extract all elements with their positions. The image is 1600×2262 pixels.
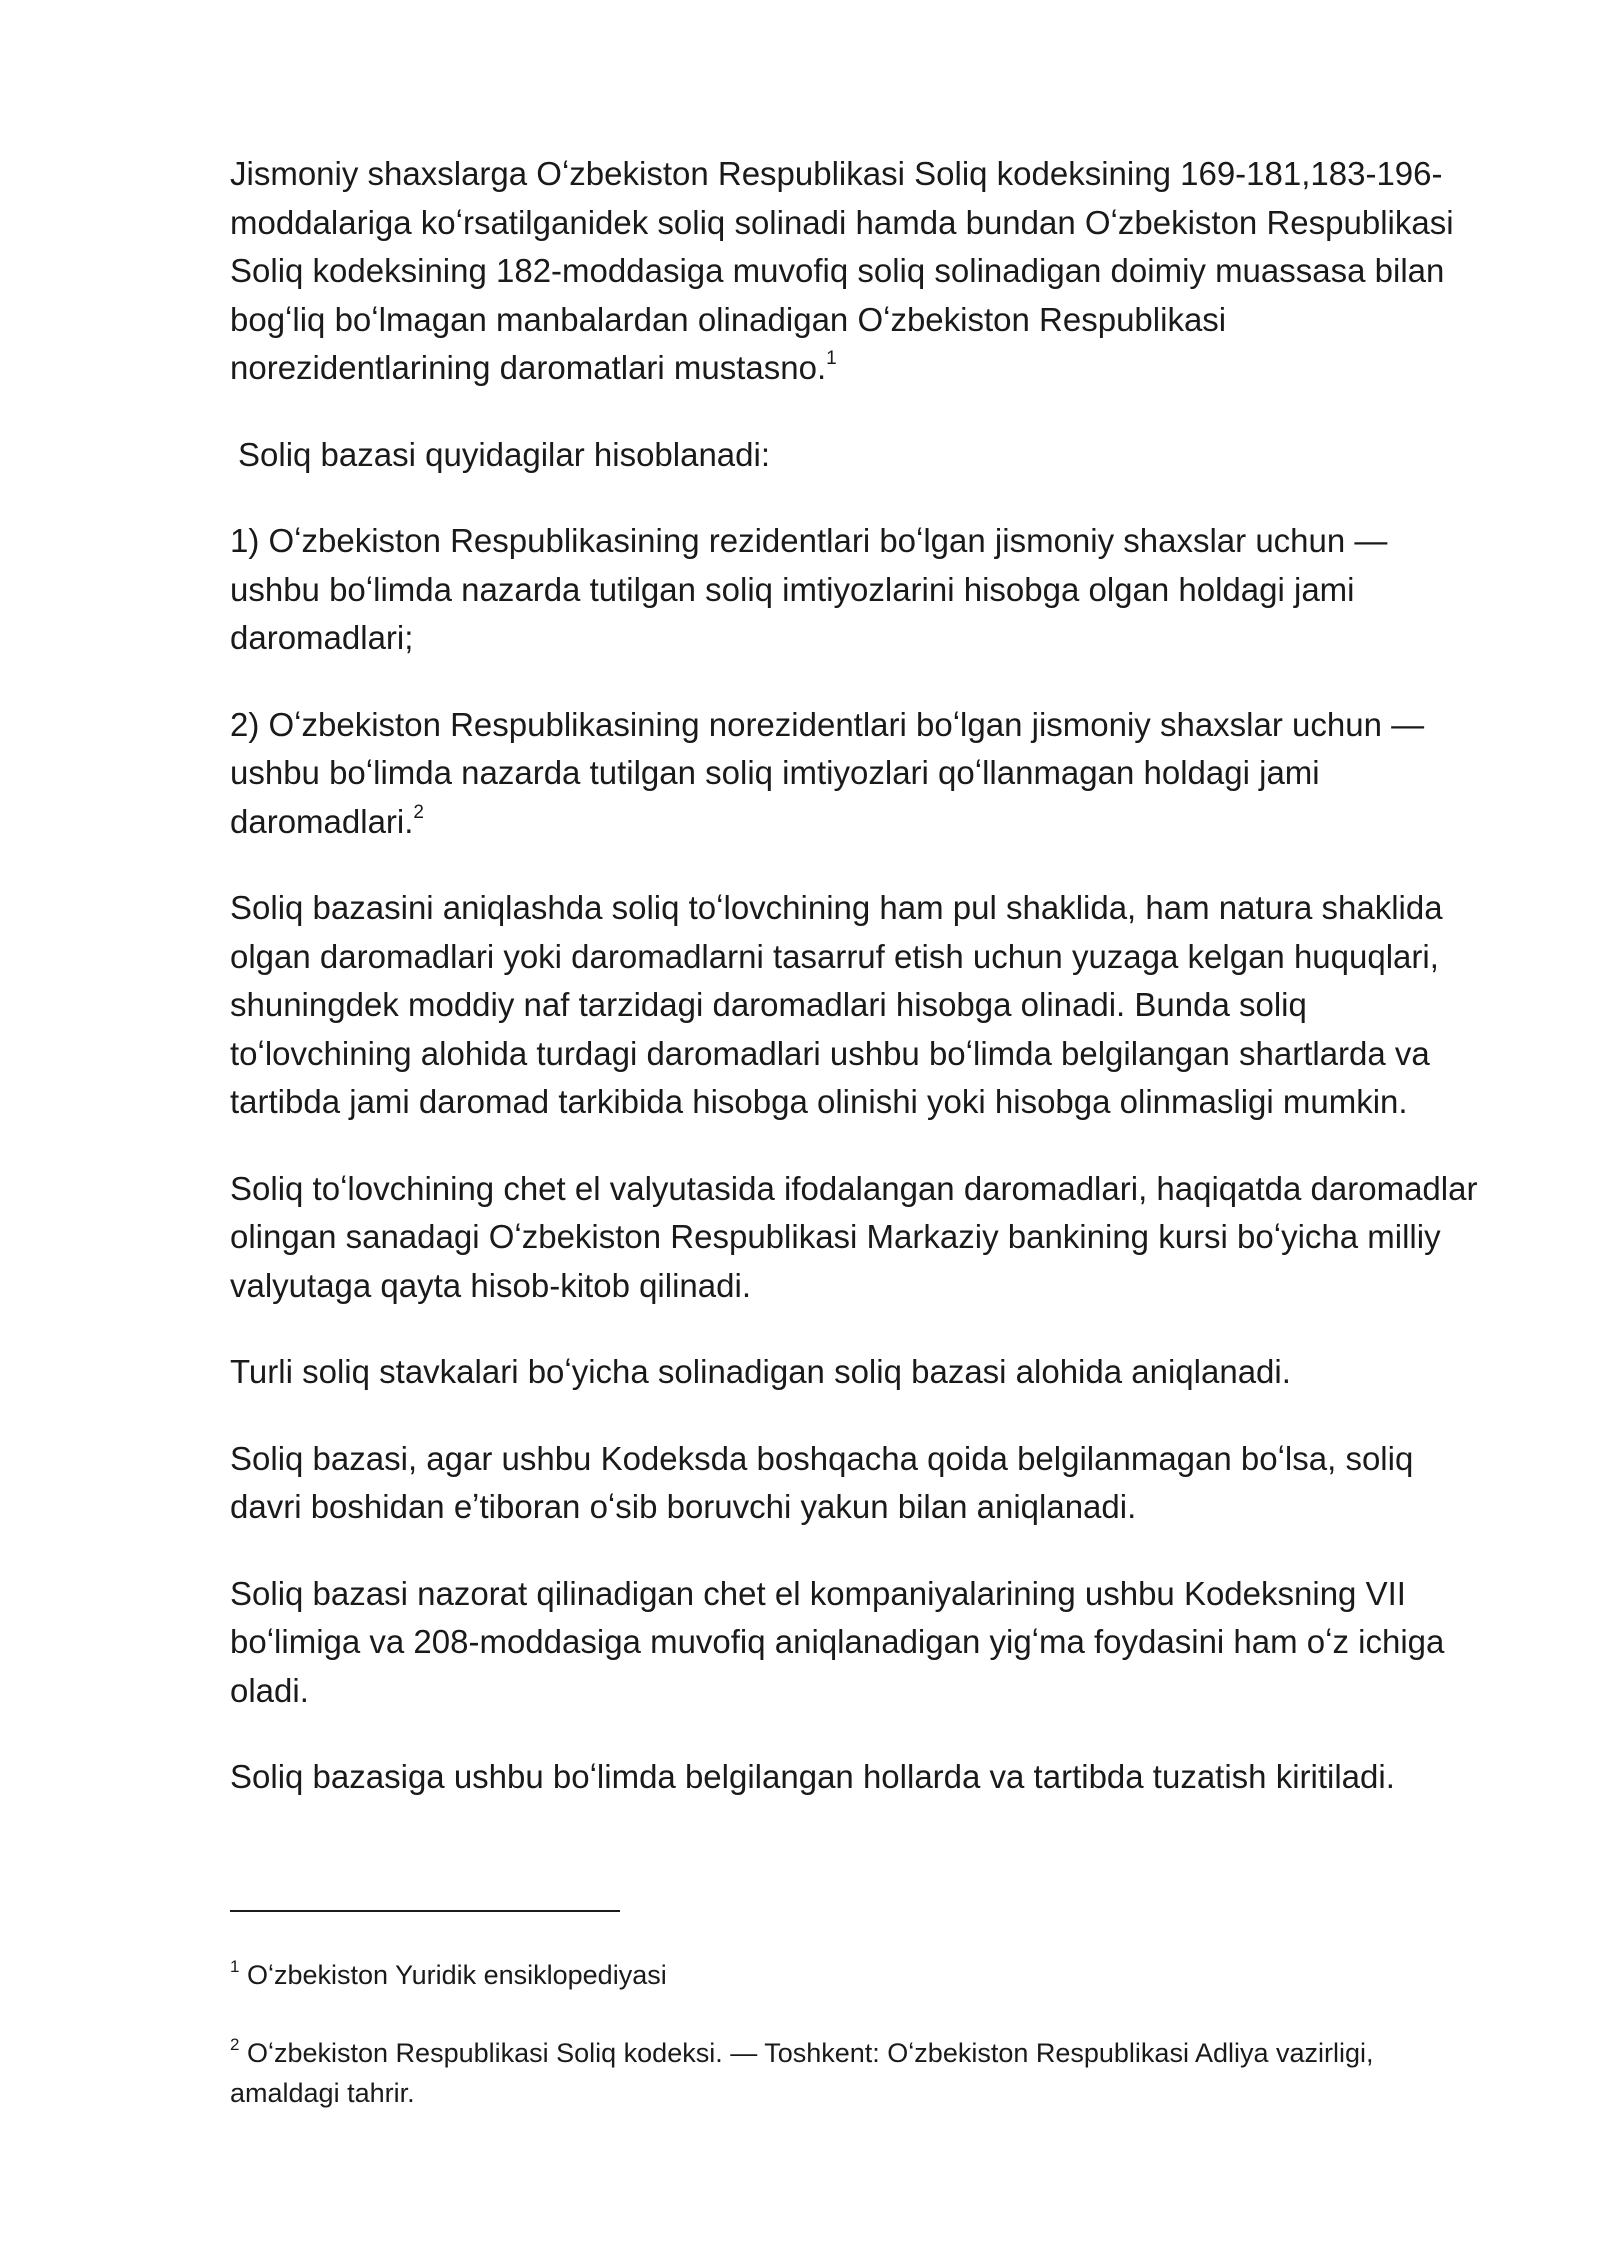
document-body [230, 150, 1480, 1840]
footnote-2 [230, 2033, 1480, 2113]
paragraph-1 [230, 150, 1480, 393]
footnote-ref-1[interactable]: 1 [826, 348, 837, 369]
footnote-text-1: Oʻzbekiston Yuridik ensiklopediyasi [246, 1960, 667, 1990]
paragraph-1-text: Jismoniy shaxslarga Oʻzbekiston Respublikasi Soliq kodeksining 169-181,183-196-moddalariga koʻrsatilganidek soliq solinadi hamda bundan Oʻzbekiston Respublikasi Soliq kodeksining 182-moddasiga muvofiq soliq solinadigan doimiy muassasa bilan bogʻliq boʻlmagan manbalardan olinadigan Oʻzbekiston Respublikasi norezidentlarining daromatlari mustasno. [230, 155, 1454, 386]
paragraph-9: Soliq bazasi nazorat qilinadigan chet el kompaniyalarining ushbu Kodeksning VII boʻlimiga va 208-moddasiga muvofiq aniqlanadigan yigʻma foydasini ham oʻz ichiga oladi. [230, 1574, 1445, 1709]
paragraph-7: Turli soliq stavkalari boʻyicha solinadigan soliq bazasi alohida aniqlanadi. [230, 1353, 1291, 1390]
paragraph-8: Soliq bazasi, agar ushbu Kodeksda boshqacha qoida belgilanmagan boʻlsa, soliq davri boshidan eʼtiboran oʻsib boruvchi yakun bilan aniqlanadi. [230, 1439, 1414, 1525]
footnote-1 [230, 1955, 1480, 1995]
footnote-text-2: Oʻzbekiston Respublikasi Soliq kodeksi. — Toshkent: Oʻzbekiston Respublikasi Adliya vazirligi, amaldagi tahrir. [230, 2038, 1374, 2108]
paragraph-10: Soliq bazasiga ushbu boʻlimda belgilangan hollarda va tartibda tuzatish kiritiladi. [230, 1758, 1395, 1795]
footnote-number-2: 2 [230, 2035, 240, 2054]
paragraph-2: Soliq bazasi quyidagilar hisoblanadi: [238, 435, 771, 473]
footnote-number-1: 1 [230, 1957, 240, 1976]
footnote-ref-2[interactable]: 2 [413, 801, 424, 823]
paragraph-4 [230, 701, 1480, 847]
paragraph-4-text: 2) Oʻzbekiston Respublikasining norezidentlari boʻlgan jismoniy shaxslar uchun — ushbu boʻlimda nazarda tutilgan soliq imtiyozlari qoʻllanmagan holdagi jami daromadlari. [230, 705, 1425, 840]
paragraph-6: Soliq toʻlovchining chet el valyutasida ifodalangan daromadlari, haqiqatda daromadlar olingan sanadagi Oʻzbekiston Respublikasi Markaziy bankining kursi boʻyicha milliy valyutaga qayta hisob-kitob qilinadi. [230, 1169, 1478, 1304]
paragraph-3: 1) Oʻzbekiston Respublikasining rezidentlari boʻlgan jismoniy shaxslar uchun — ushbu boʻlimda nazarda tutilgan soliq imtiyozlarini hisobga olgan holdagi jami daromadlari; [230, 522, 1388, 656]
footnotes [230, 1955, 1480, 2151]
paragraph-5: Soliq bazasini aniqlashda soliq toʻlovchining ham pul shaklida, ham natura shaklida olgan daromadlari yoki daromadlarni tasarruf etish uchun yuzaga kelgan huquqlari, shuningdek moddiy naf tarzidagi daromadlari hisobga olinadi. Bunda soliq toʻlovchining alohida turdagi daromadlari ushbu boʻlimda belgilangan shartlarda va tartibda jami daromad tarkibida hisobga olinishi yoki hisobga olinmasligi mumkin. [230, 889, 1443, 1120]
footnote-separator [230, 1910, 620, 1912]
